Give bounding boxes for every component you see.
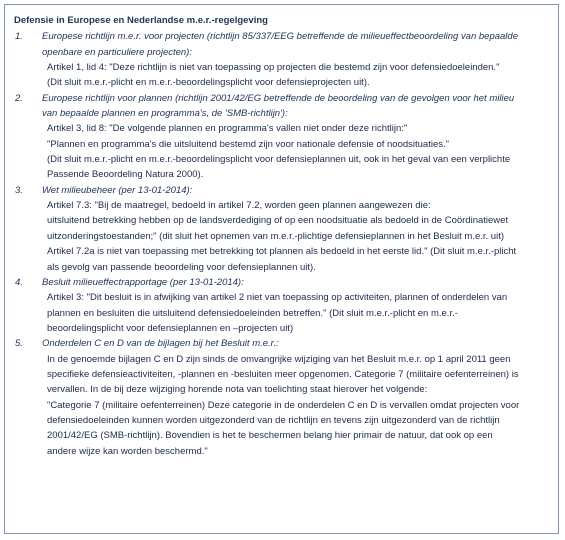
text-box-content	[14, 13, 550, 459]
section-3	[14, 183, 550, 275]
section-4	[14, 275, 550, 336]
section-number: 5.	[15, 338, 23, 350]
section-number: 3.	[15, 184, 23, 196]
section-heading: Onderdelen C en D van de bijlagen bij het Besluit m.e.r.:	[42, 338, 279, 350]
section-2	[14, 91, 550, 183]
section-5	[14, 336, 550, 459]
section-body: In de genoemde bijlagen C en D zijn sinds de omvangrijke wijziging van het Besluit m.e.r. op 1 april 2011 geen specifieke defensieactiviteiten, -plannen en -besluiten meer opgenomen. Categorie 7 (militaire oefenterreinen) is vervallen. In de bij deze wijziging horende nota van toelichting staat hierover het volgende: "Categorie 7 (militaire oefenterreinen) Deze categorie in de onderdelen C en D is vervallen omdat projecten voor defensiedoeleinden kunnen worden uitgezonderd van de richtlijn en tevens zijn uitgezonderd van de richtlijn 2001/42/EG (SMB-richtlijn). Bovendien is het te beschermen belang hier primair de natuur, dat ook op een andere wijze kan worden beschermd."	[47, 353, 520, 457]
section-body: Artikel 3, lid 8: "De volgende plannen en programma's vallen niet onder deze richtlijn:" "Plannen en programma's die uitsluitend bestemd zijn voor nationale defensie of noodsituaties." (Dit sluit m.e.r.-plicht en m.e.r.-beoordelingsplicht voor defensieplannen uit, ook in het geval van een verplichte Passende Beoordeling Natura 2000).	[47, 123, 511, 181]
section-body: Artikel 1, lid 4: "Deze richtlijn is niet van toepassing op projecten die bestemd zijn voor defensiedoeleinden." (Dit sluit m.e.r.-plicht en m.e.r.-beoordelingsplicht voor defensieprojecten uit).	[47, 62, 500, 89]
section-heading: Europese richtlijn voor plannen (richtlijn 2001/42/EG betreffende de beoordeling van de gevolgen voor het milieu van bepaalde plannen en programma's, de 'SMB-richtlijn'):	[42, 92, 515, 120]
section-number: 4.	[15, 276, 23, 288]
text-box	[4, 4, 559, 534]
section-1	[14, 29, 550, 90]
section-heading: Besluit milieueffectrapportage (per 13-01-2014):	[42, 276, 244, 288]
box-title: Defensie in Europese en Nederlandse m.e.r.-regelgeving	[14, 15, 268, 26]
section-heading: Europese richtlijn m.e.r. voor projecten (richtlijn 85/337/EEG betreffende de milieueffectbeoordeling van bepaalde openbare en particuliere projecten):	[42, 31, 518, 58]
section-body: Artikel 7.3: "Bij de maatregel, bedoeld in artikel 7.2, worden geen plannen aangewezen die: uitsluitend betrekking hebben op de landsverdediging of op een noodsituatie als bedoeld in de Coördinatiewet uitzonderingstoestanden;" (dit sluit het opnemen van m.e.r.-plichtige defensieplannen in het Besluit m.e.r. uit) Artikel 7.2a is niet van toepassing met betrekking tot plannen als bedoeld in het eerste lid." (Dit sluit m.e.r.-plicht als gevolg van passende beoordeling voor defensieplannen uit).	[47, 200, 517, 273]
section-heading: Wet milieubeheer (per 13-01-2014):	[42, 184, 193, 196]
section-number: 2.	[15, 92, 23, 104]
section-number: 1.	[15, 31, 23, 43]
section-body: Artikel 3: "Dit besluit is in afwijking van artikel 2 niet van toepassing op activiteiten, plannen of onderdelen van plannen en besluiten die uitsluitend defensiedoeleinden betreffen." (Dit sluit m.e.r.-plicht en m.e.r.- beoordelingsplicht voor defensieplannen en –projecten uit)	[47, 292, 508, 334]
